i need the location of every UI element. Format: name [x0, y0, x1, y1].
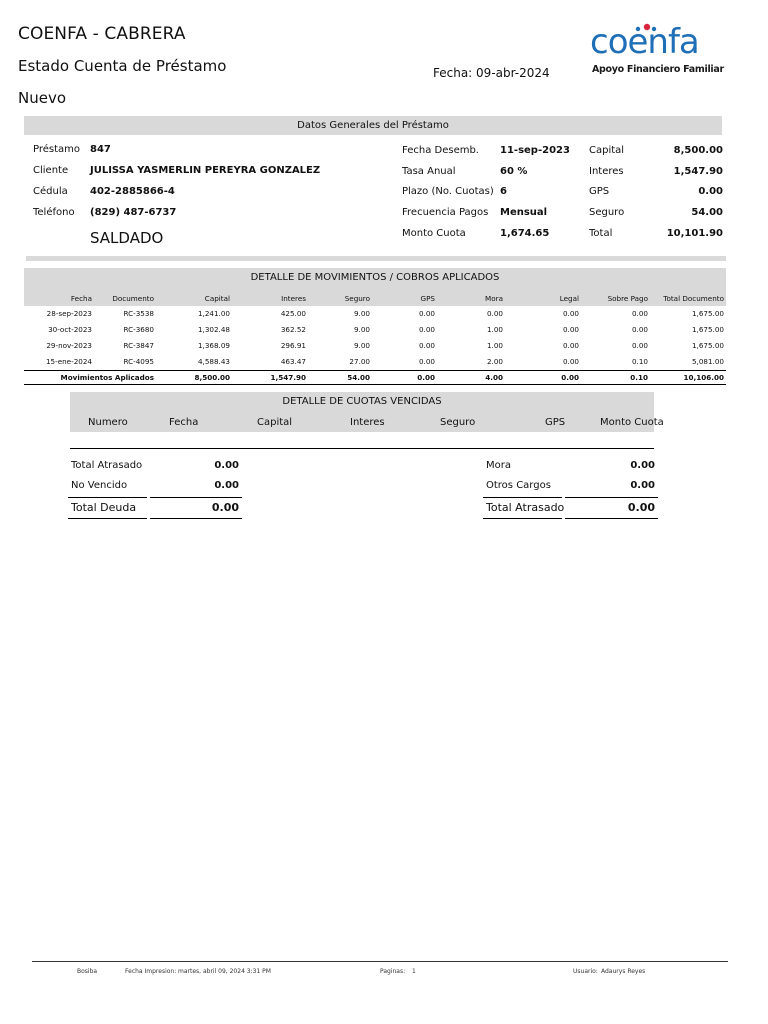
summary-left-rule-b — [150, 497, 242, 498]
installment-value: 1,674.65 — [500, 228, 550, 239]
capital-value: 8,500.00 — [673, 145, 723, 156]
cell-documento: RC-4095 — [123, 357, 154, 366]
cell-mora: 1.00 — [486, 325, 503, 334]
cell-total-documento: 1,675.00 — [691, 341, 724, 350]
cell-gps: 0.00 — [418, 357, 435, 366]
cell-seguro: 9.00 — [353, 341, 370, 350]
summary-otros-cargos-label: Otros Cargos — [486, 480, 551, 491]
summary-right-rule-b — [565, 497, 658, 498]
interest-label: Interes — [589, 166, 624, 177]
col-header-total-documento: Total Documento — [663, 294, 724, 303]
document-title: Estado Cuenta de Préstamo — [18, 57, 227, 75]
footer-user-value: Adaurys Reyes — [601, 968, 646, 975]
cell-legal: 0.00 — [562, 309, 579, 318]
cell-documento: RC-3680 — [123, 325, 154, 334]
cell-legal: 0.00 — [562, 325, 579, 334]
total-sobre-pago: 0.10 — [630, 373, 648, 382]
cell-fecha: 28-sep-2023 — [46, 309, 92, 318]
frequency-label: Frecuencia Pagos — [402, 207, 489, 218]
saldado-status: SALDADO — [90, 229, 164, 247]
cell-sobre-pago: 0.00 — [631, 325, 648, 334]
total-interes: 1,547.90 — [270, 373, 306, 382]
footer-pages-label: Paginas: — [380, 968, 406, 975]
cell-seguro: 9.00 — [353, 309, 370, 318]
client-label: Cliente — [33, 165, 69, 176]
disbursement-date: 11-sep-2023 — [500, 145, 570, 156]
overdue-col-seguro: Seguro — [440, 417, 476, 428]
overdue-col-capital: Capital — [257, 417, 293, 428]
phone-label: Teléfono — [33, 207, 75, 218]
cell-legal: 0.00 — [562, 357, 579, 366]
gps-value: 0.00 — [698, 186, 723, 197]
totals-label: Movimientos Aplicados — [60, 373, 154, 382]
cell-documento: RC-3847 — [123, 341, 154, 350]
cell-seguro: 9.00 — [353, 325, 370, 334]
total-gps: 0.00 — [417, 373, 435, 382]
total-seguro: 54.00 — [347, 373, 370, 382]
summary-total-deuda-label: Total Deuda — [71, 501, 137, 514]
annual-rate-label: Tasa Anual — [402, 166, 456, 177]
col-header-sobre-pago: Sobre Pago — [607, 294, 648, 303]
total-label: Total — [589, 228, 613, 239]
cell-sobre-pago: 0.10 — [631, 357, 648, 366]
annual-rate-value: 60 % — [500, 166, 528, 177]
col-header-interes: Interes — [281, 294, 306, 303]
cell-gps: 0.00 — [418, 325, 435, 334]
summary-mora-label: Mora — [486, 460, 511, 471]
cell-interes: 425.00 — [280, 309, 306, 318]
cell-mora: 1.00 — [486, 341, 503, 350]
cell-legal: 0.00 — [562, 341, 579, 350]
cell-interes: 362.52 — [280, 325, 306, 334]
cell-total-documento: 5,081.00 — [691, 357, 724, 366]
cell-total-documento: 1,675.00 — [691, 309, 724, 318]
cell-sobre-pago: 0.00 — [631, 341, 648, 350]
installment-label: Monto Cuota — [402, 228, 466, 239]
footer-user-label: Usuario: — [573, 968, 598, 975]
company-name: COENFA - CABRERA — [18, 24, 186, 44]
cell-fecha: 15-ene-2024 — [45, 357, 92, 366]
cell-capital: 1,241.00 — [197, 309, 230, 318]
cell-total-documento: 1,675.00 — [691, 325, 724, 334]
table-row — [0, 341, 768, 357]
cell-sobre-pago: 0.00 — [631, 309, 648, 318]
cell-gps: 0.00 — [418, 309, 435, 318]
footer-print-value: martes, abril 09, 2024 3:31 PM — [178, 968, 271, 975]
general-data-band: Datos Generales del Préstamo — [24, 116, 722, 135]
cell-mora: 0.00 — [486, 309, 503, 318]
logo-word: coenfa — [590, 22, 699, 62]
cell-capital: 1,302.48 — [197, 325, 230, 334]
client-name: JULISSA YASMERLIN PEREYRA GONZALEZ — [90, 165, 321, 176]
id-label: Cédula — [33, 186, 68, 197]
total-value: 10,101.90 — [666, 228, 723, 239]
totals-rule — [24, 370, 726, 371]
term-value: 6 — [500, 186, 507, 197]
cell-fecha: 29-nov-2023 — [46, 341, 92, 350]
footer-rule — [32, 961, 728, 962]
section-separator — [26, 256, 726, 261]
cell-capital: 1,368.09 — [197, 341, 230, 350]
summary-right-rule-a — [483, 497, 562, 498]
overdue-col-numero: Numero — [88, 417, 128, 428]
summary-no-vencido-label: No Vencido — [71, 480, 128, 491]
footer-print-label: Fecha Impresion: — [125, 968, 177, 975]
summary-otros-cargos-value: 0.00 — [630, 480, 655, 491]
overdue-col-gps: GPS — [545, 417, 566, 428]
summary-left-rule-c — [68, 518, 147, 519]
company-logo — [590, 20, 730, 80]
col-header-capital: Capital — [204, 294, 230, 303]
col-header-legal: Legal — [559, 294, 579, 303]
overdue-col-monto-cuota: Monto Cuota — [600, 417, 664, 428]
cell-documento: RC-3538 — [123, 309, 154, 318]
movements-title: DETALLE DE MOVIMIENTOS / COBROS APLICADOS — [250, 272, 500, 283]
insurance-label: Seguro — [589, 207, 625, 218]
summary-right-rule-d — [565, 518, 658, 519]
cell-capital: 4,588.43 — [197, 357, 230, 366]
summary-right-total-label: Total Atrasado — [486, 501, 565, 514]
summary-left-rule-a — [68, 497, 147, 498]
col-header-documento: Documento — [112, 294, 154, 303]
overdue-rule — [70, 448, 654, 449]
col-header-mora: Mora — [485, 294, 503, 303]
status-word: Nuevo — [18, 89, 67, 107]
summary-total-atrasado-label: Total Atrasado — [71, 460, 143, 471]
cell-seguro: 27.00 — [349, 357, 370, 366]
term-label: Plazo (No. Cuotas) — [402, 186, 494, 197]
gps-label: GPS — [589, 186, 610, 197]
interest-value: 1,547.90 — [673, 166, 723, 177]
frequency-value: Mensual — [500, 207, 548, 218]
overdue-col-interes: Interes — [350, 417, 385, 428]
summary-no-vencido-value: 0.00 — [214, 480, 239, 491]
summary-total-atrasado-value: 0.00 — [214, 460, 239, 471]
summary-right-rule-c — [483, 518, 562, 519]
total-documento: 10,106.00 — [683, 373, 724, 382]
summary-mora-value: 0.00 — [630, 460, 655, 471]
table-row — [0, 309, 768, 325]
summary-right-total-value: 0.00 — [627, 501, 655, 514]
col-header-fecha: Fecha — [70, 294, 92, 303]
cell-interes: 463.47 — [280, 357, 306, 366]
cell-fecha: 30-oct-2023 — [48, 325, 92, 334]
total-legal: 0.00 — [561, 373, 579, 382]
totals-bottom-rule — [24, 384, 726, 385]
loan-number: 847 — [90, 144, 111, 155]
col-header-seguro: Seguro — [344, 294, 370, 303]
summary-total-deuda-value: 0.00 — [211, 501, 239, 514]
overdue-col-fecha: Fecha — [169, 417, 199, 428]
summary-left-rule-d — [150, 518, 242, 519]
overdue-title: DETALLE DE CUOTAS VENCIDAS — [282, 396, 442, 407]
total-mora: 4.00 — [485, 373, 503, 382]
col-header-gps: GPS — [420, 294, 435, 303]
disbursement-label: Fecha Desemb. — [402, 145, 479, 156]
phone-number: (829) 487-6737 — [90, 207, 177, 218]
capital-label: Capital — [589, 145, 625, 156]
insurance-value: 54.00 — [691, 207, 723, 218]
cell-gps: 0.00 — [418, 341, 435, 350]
table-row — [0, 325, 768, 341]
loan-label: Préstamo — [33, 144, 81, 155]
total-capital: 8,500.00 — [194, 373, 230, 382]
logo-tagline: Apoyo Financiero Familiar — [592, 64, 724, 75]
id-number: 402-2885866-4 — [90, 186, 175, 197]
cell-mora: 2.00 — [486, 357, 503, 366]
cell-interes: 296.91 — [280, 341, 306, 350]
footer-pages-value: 1 — [412, 968, 416, 975]
footer-app: Bosiba — [77, 968, 98, 975]
report-date: Fecha: 09-abr-2024 — [433, 66, 550, 80]
